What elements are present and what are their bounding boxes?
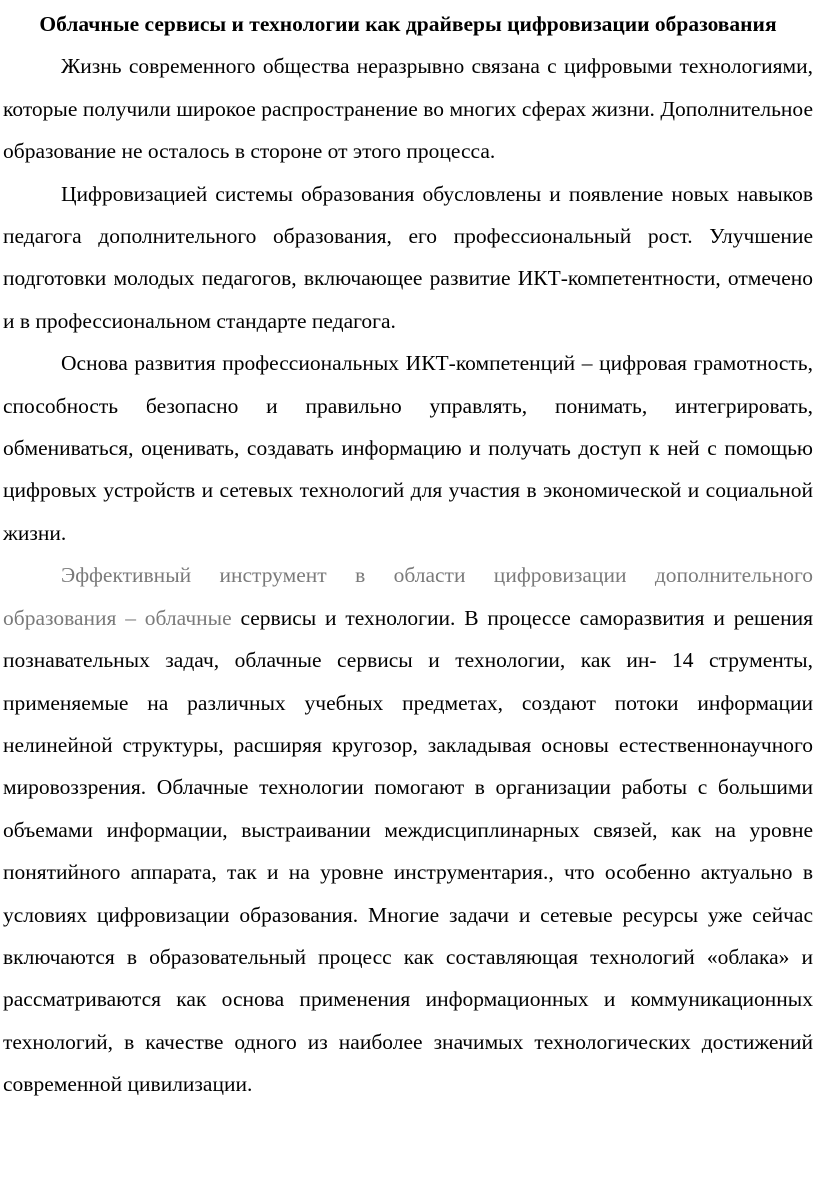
- paragraph-intro: Жизнь современного общества неразрывно связана с цифровыми технологиями, которые получили широкое распространение во многих сферах жизни. Дополнительное образование не осталось в стороне от этого процесса.: [3, 54, 813, 164]
- paragraph-digitalization: Цифровизацией системы образования обусловлены и появление новых навыков педагога дополнительного образования, его профессиональный рост. Улучшение подготовки молодых педагогов, включающее развитие ИКТ-компетентности, отмечено и в профессиональном стандарте педагога.: [3, 181, 813, 333]
- document-title: Облачные сервисы и технологии как драйверы цифровизации образования: [39, 12, 777, 36]
- paragraph-faded-lead: Эффективный инструмент в области цифровизации дополнительного образования – облачные: [3, 563, 813, 630]
- paragraph-ict-competencies: Основа развития профессиональных ИКТ-компетенций – цифровая грамотность, способность безопасно и правильно управлять, понимать, интегрировать, обмениваться, оценивать, создавать информацию и получать доступ к ней с помощью цифровых устройств и сетевых технологий для участия в экономической и социальной жизни.: [3, 351, 813, 545]
- paragraph-body: сервисы и технологии. В процессе саморазвития и решения познавательных задач, облачные сервисы и технологии, как ин- 14 струменты, применяемые на различных учебных предметах, создают потоки информации нелинейной структуры, расширяя кругозор, закладывая основы естественнонаучного мировоззрения. Облачные технологии помогают в организации работы с большими объемами информации, выстраивании междисциплинарных связей, как на уровне понятийного аппарата, так и на уровне инструментария., что особенно актуально в условиях цифровизации образования. Многие задачи и сетевые ресурсы уже сейчас включаются в образовательный процесс как составляющая технологий «облака» и рассматриваются как основа применения информационных и коммуникационных технологий, в качестве одного из наиболее значимых технологических достижений современной цивилизации.: [3, 605, 813, 1097]
- paragraph-cloud-services: [3, 554, 813, 1105]
